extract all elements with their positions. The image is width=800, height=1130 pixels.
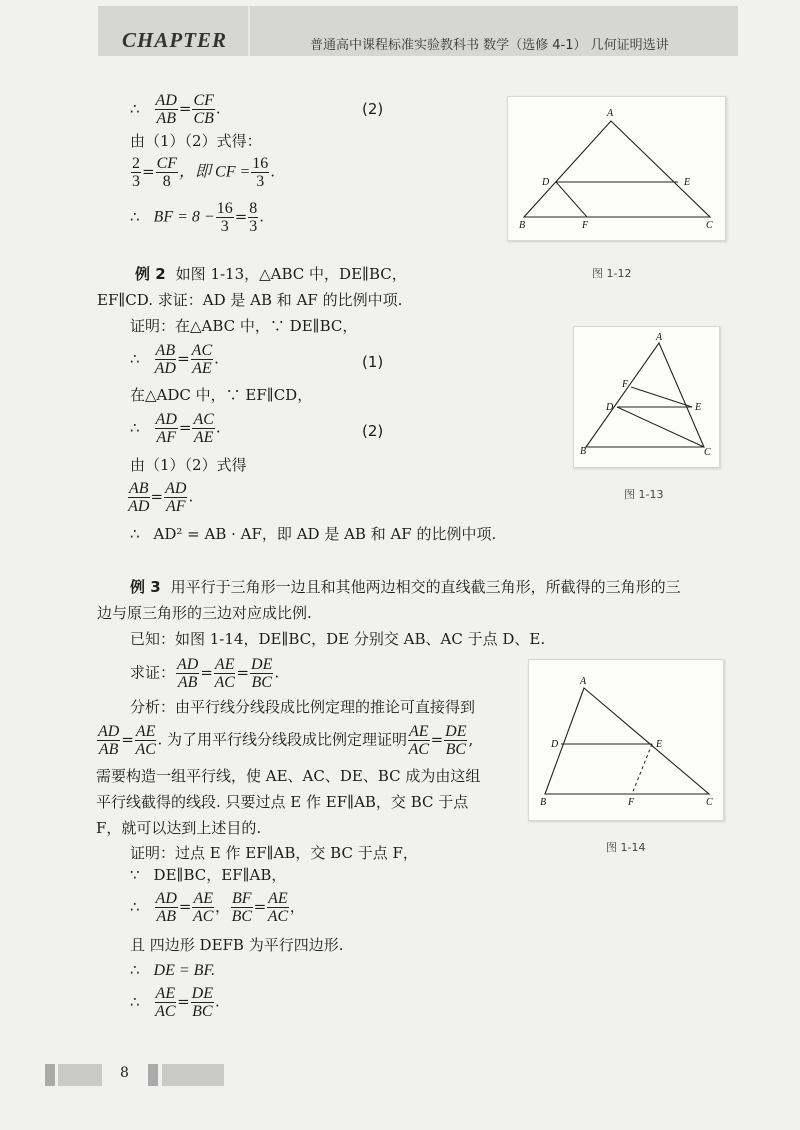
example2-statement-1: 例 2 如图 1-13，△ABC 中，DE∥BC， — [135, 265, 407, 283]
example3-statement-1: 例 3 用平行于三角形一边且和其他两边相交的直线截三角形，所截得的三角形的三 — [130, 578, 681, 596]
vertex-E: E — [656, 739, 663, 750]
fraction: $\frac{AD}{AB}$ — [155, 92, 177, 127]
equation-mark-1: (1) — [362, 353, 384, 371]
example2-conclusion: ∴ AD² = AB · AF，即 AD 是 AB 和 AF 的比例中项. — [130, 525, 497, 543]
vertex-B: B — [540, 797, 547, 808]
example3-proof-4: 且 四边形 DEFB 为平行四边形. — [130, 936, 344, 954]
block1-from12: 由（1）（2）式得： — [130, 132, 262, 150]
example3-given: 已知：如图 1-14，DE∥BC，DE 分别交 AB、AC 于点 D、E. — [130, 630, 546, 648]
example2-title: 例 2 — [135, 265, 166, 283]
figure-caption-1-12: 图 1-12 — [592, 267, 632, 280]
footer-bar — [58, 1064, 102, 1086]
chapter-label: CHAPTER — [122, 28, 228, 52]
triangle-diagram-1-12 — [508, 97, 725, 240]
example2-statement-2: EF∥CD. 求证：AD 是 AB 和 AF 的比例中项. — [97, 291, 403, 309]
example3-title: 例 3 — [130, 578, 161, 596]
figure-1-13 — [573, 326, 720, 468]
vertex-A: A — [580, 676, 587, 687]
example3-proof-2: ∵ DE∥BC，EF∥AB， — [130, 866, 287, 884]
fraction: $\frac{CF}{CB}$ — [193, 92, 214, 127]
equation-mark-2: (2) — [362, 100, 384, 118]
figure-caption-1-13: 图 1-13 — [624, 488, 664, 501]
example2-eq1: ∴ $\frac{AB}{AD}$ = $\frac{AC}{AE}$ . — [130, 342, 219, 377]
example3-proof-6: ∴ $\frac{AE}{AC}$ = $\frac{DE}{BC}$ . — [130, 985, 220, 1020]
vertex-C: C — [704, 447, 711, 458]
example3-analysis-4: 平行线截得的线段. 只要过点 E 作 EF∥AB，交 BC 于点 — [96, 793, 469, 811]
footer-bar — [148, 1064, 158, 1086]
vertex-B: B — [519, 220, 526, 231]
vertex-B: B — [580, 446, 587, 457]
example2-in-adc: 在△ADC 中，∵ EF∥CD， — [130, 386, 313, 404]
vertex-F: F — [582, 220, 589, 231]
vertex-D: D — [606, 402, 614, 413]
example3-analysis-5: F，就可以达到上述目的. — [96, 819, 262, 837]
example3-analysis-2: $\frac{AD}{AB}$ = $\frac{AE}{AC}$ . 为了用平行线分线段成比例定理证明 $\frac{AE}{AC}$ = $\frac{DE}{BC}$ , — [98, 723, 474, 758]
vertex-C: C — [706, 220, 713, 231]
block1-line3: $\frac{2}{3}$ = $\frac{CF}{8}$ ，即 CF = $\frac{16}{3}$ . — [132, 155, 276, 190]
example3-prove: 求证： $\frac{AD}{AB}$ = $\frac{AE}{AC}$ = $\frac{DE}{BC}$ . — [130, 656, 280, 691]
triangle-diagram-1-13 — [574, 327, 719, 467]
vertex-D: D — [551, 739, 559, 750]
page-number: 8 — [120, 1065, 129, 1081]
figure-1-12 — [507, 96, 726, 241]
book-title: 普通高中课程标准实验教科书 数学（选修 4-1） 几何证明选讲 — [310, 38, 669, 53]
footer-bar — [162, 1064, 224, 1086]
vertex-A: A — [607, 108, 614, 119]
example2-eq3: $\frac{AB}{AD}$ = $\frac{AD}{AF}$ . — [128, 480, 194, 515]
therefore-symbol: ∴ — [130, 99, 140, 118]
figure-1-14 — [528, 659, 724, 821]
figure-caption-1-14: 图 1-14 — [606, 841, 646, 854]
equation-mark-2b: (2) — [362, 422, 384, 440]
vertex-A: A — [656, 332, 663, 343]
example3-statement-2: 边与原三角形的三边对应成比例. — [97, 604, 312, 622]
example2-proof-1: 证明：在△ABC 中，∵ DE∥BC， — [130, 317, 358, 335]
example3-proof-3: ∴ $\frac{AD}{AB}$ = $\frac{AE}{AC}$ ， $\frac{BF}{BC}$ = $\frac{AE}{AC}$ ， — [130, 890, 305, 925]
vertex-F: F — [628, 797, 635, 808]
footer-bar — [45, 1064, 55, 1086]
example2-from12: 由（1）（2）式得 — [130, 456, 247, 474]
vertex-F: F — [622, 379, 629, 390]
vertex-E: E — [684, 177, 691, 188]
vertex-C: C — [706, 797, 713, 808]
example3-proof-1: 证明：过点 E 作 EF∥AB，交 BC 于点 F， — [130, 844, 418, 862]
example2-eq2: ∴ $\frac{AD}{AF}$ = $\frac{AC}{AE}$ . — [130, 411, 221, 446]
vertex-E: E — [695, 402, 702, 413]
vertex-D: D — [542, 177, 550, 188]
block1-line4: ∴ BF = 8 − $\frac{16}{3}$ = $\frac{8}{3}$ . — [130, 200, 265, 235]
example3-analysis-1: 分析：由平行线分线段成比例定理的推论可直接得到 — [130, 698, 476, 716]
header-divider — [248, 6, 250, 56]
example3-proof-5: ∴ DE = BF. — [130, 961, 216, 979]
example3-analysis-3: 需要构造一组平行线，使 AE、AC、DE、BC 成为由这组 — [96, 767, 481, 785]
block1-line1: ∴ $\frac{AD}{AB}$ = $\frac{CF}{CB}$ . — [130, 92, 221, 127]
triangle-diagram-1-14 — [529, 660, 723, 820]
